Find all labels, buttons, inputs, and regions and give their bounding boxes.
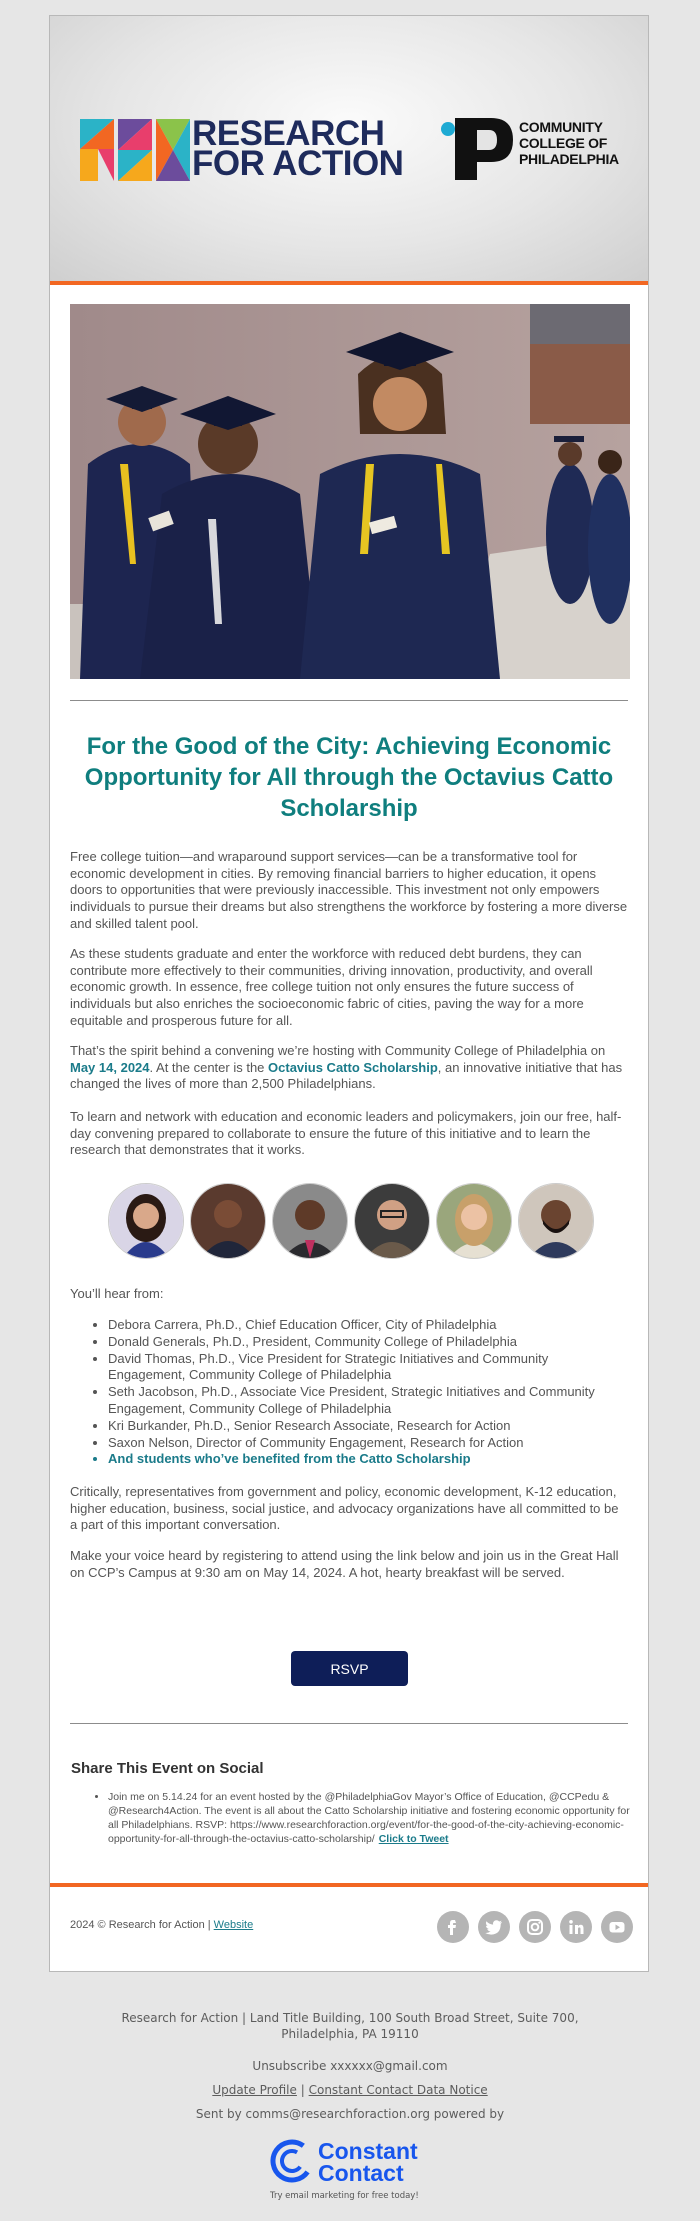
avatar	[436, 1183, 512, 1259]
list-item: • Saxon Nelson, Director of Community Engagement, Research for Action	[108, 1435, 628, 1452]
research-for-action-logo-text: RESEARCH FOR ACTION	[192, 114, 404, 183]
intro-paragraph: Free college tuition—and wraparound support services—can be a transformative tool for economic development in cities. By removing financial barriers to higher education, it opens doors to opportunities that were previously inaccessible. This investment not only empowers individuals to pursue their dreams but also strengthens the workforce by fostering a more diverse and skilled talent pool.	[70, 849, 628, 931]
data-notice-link[interactable]: Constant Contact Data Notice	[308, 2083, 488, 2097]
hear-intro: You’ll hear from:	[70, 1286, 164, 1301]
website-link[interactable]: Website	[213, 1919, 254, 1931]
article-headline: For the Good of the City: Achieving Economic Opportunity for All through the Octavius Catto Scholarship	[84, 733, 614, 822]
orange-divider	[50, 1883, 648, 1887]
impact-paragraph: As these students graduate and enter the workforce with reduced debt burdens, they can contribute more effectively to their communities, driving innovation, productivity, and overall economic growth. In essence, free college tuition not only ensures the future success of individuals but also enriches the socioeconomic fabric of cities, paving the way for a more equitable and prosperous future for all.	[70, 946, 593, 1028]
sent-by: Sent by comms@researchforaction.org powered by	[195, 2107, 505, 2121]
speaker-avatars	[108, 1183, 588, 1259]
youtube-icon[interactable]	[601, 1911, 633, 1943]
graduates-photo	[70, 304, 630, 679]
address-line-2: Philadelphia, PA 19110	[281, 2027, 419, 2041]
email-card	[49, 15, 649, 1972]
list-item: • Seth Jacobson, Ph.D., Associate Vice President, Strategic Initiatives and Community Engagement, Community College of Philadelphia	[108, 1384, 628, 1418]
copyright: 2024 © Research for Action | Website	[70, 1919, 254, 1931]
orange-divider	[50, 281, 648, 285]
avatar	[354, 1183, 430, 1259]
twitter-icon[interactable]	[478, 1911, 510, 1943]
list-item: • Debora Carrera, Ph.D., Chief Education Officer, City of Philadelphia	[108, 1317, 628, 1334]
avatar	[108, 1183, 184, 1259]
social-icons	[437, 1911, 637, 1943]
update-profile-link[interactable]: Update Profile	[212, 2083, 297, 2097]
cc-logo-line2: Contact	[318, 2160, 404, 2186]
avatar	[190, 1183, 266, 1259]
list-item: • David Thomas, Ph.D., Vice President for Strategic Initiatives and Community Engagement, Community College of Philadelphia	[108, 1351, 628, 1385]
section-divider	[70, 1723, 628, 1724]
share-list	[90, 1790, 638, 1846]
register-paragraph: Make your voice heard by registering to attend using the link below and join us in the Great Hall on CCP’s Campus at 9:30 am on May 14, 2024. A hot, hearty breakfast will be served.	[70, 1548, 619, 1580]
profile-links: Update Profile | Constant Contact Data Notice	[212, 2083, 488, 2097]
representatives-paragraph: Critically, representatives from government and policy, economic development, K-12 education, higher education, business, social justice, and advocacy organizations have all committed to be a part of this important conversation.	[70, 1484, 619, 1533]
ccp-logo-text: COMMUNITY COLLEGE OF PHILADELPHIA	[519, 119, 619, 167]
convening-paragraph: That’s the spirit behind a convening we’re hosting with Community College of Philadelphia on May 14, 2024. At the center is the Octavius Catto Scholarship, an innovative initiative that has changed the lives of more than 2,500 Philadelphians.	[70, 1043, 623, 1092]
instagram-icon[interactable]	[519, 1911, 551, 1943]
research-for-action-logo-mark	[80, 119, 190, 181]
header-banner	[50, 16, 648, 281]
list-item	[108, 1790, 638, 1846]
invite-paragraph: To learn and network with education and economic leaders and policymakers, join our free, half-day convening prepared to collaborate to ensure the future of this initiative and to learn the research that demonstrates that it works.	[70, 1109, 622, 1158]
section-divider	[70, 700, 628, 701]
scholarship-name: Octavius Catto Scholarship	[268, 1059, 438, 1075]
tweet-text: Join me on 5.14.24 for an event hosted by the @PhiladelphiaGov Mayor’s Office of Education, @CCPedu & @Research4Action. The event is all about the Catto Scholarship initiative and fostering economic opportunity for all Philadelphians. RSVP: https://www.researchforaction.org/event/for-the-good-of-the-city-achieving-economic-opportunity-for-all-through-the-octavius-catto-scholarship/	[108, 1791, 630, 1845]
ccp-logo-mark	[441, 116, 515, 182]
list-item: • Donald Generals, Ph.D., President, Community College of Philadelphia	[108, 1334, 628, 1351]
share-title: Share This Event on Social	[71, 1760, 264, 1777]
facebook-icon[interactable]	[437, 1911, 469, 1943]
list-item: • And students who’ve benefited from the Catto Scholarship	[108, 1451, 628, 1468]
unsubscribe-link[interactable]: Unsubscribe xxxxxx@gmail.com	[252, 2059, 448, 2073]
speaker-list	[90, 1317, 628, 1468]
linkedin-icon[interactable]	[560, 1911, 592, 1943]
click-to-tweet-link[interactable]: Click to Tweet	[378, 1833, 449, 1845]
cc-tagline: Try email marketing for free today!	[270, 2191, 419, 2201]
event-date: May 14, 2024	[70, 1059, 150, 1075]
rsvp-button[interactable]: RSVP	[291, 1651, 408, 1686]
address-line-1: Research for Action | Land Title Building, 100 South Broad Street, Suite 700,	[121, 2011, 579, 2025]
cc-logo-line1: Constant	[318, 2138, 418, 2164]
constant-contact-logo[interactable]	[270, 2137, 430, 2206]
avatar	[272, 1183, 348, 1259]
list-item: • Kri Burkander, Ph.D., Senior Research Associate, Research for Action	[108, 1418, 628, 1435]
avatar	[518, 1183, 594, 1259]
